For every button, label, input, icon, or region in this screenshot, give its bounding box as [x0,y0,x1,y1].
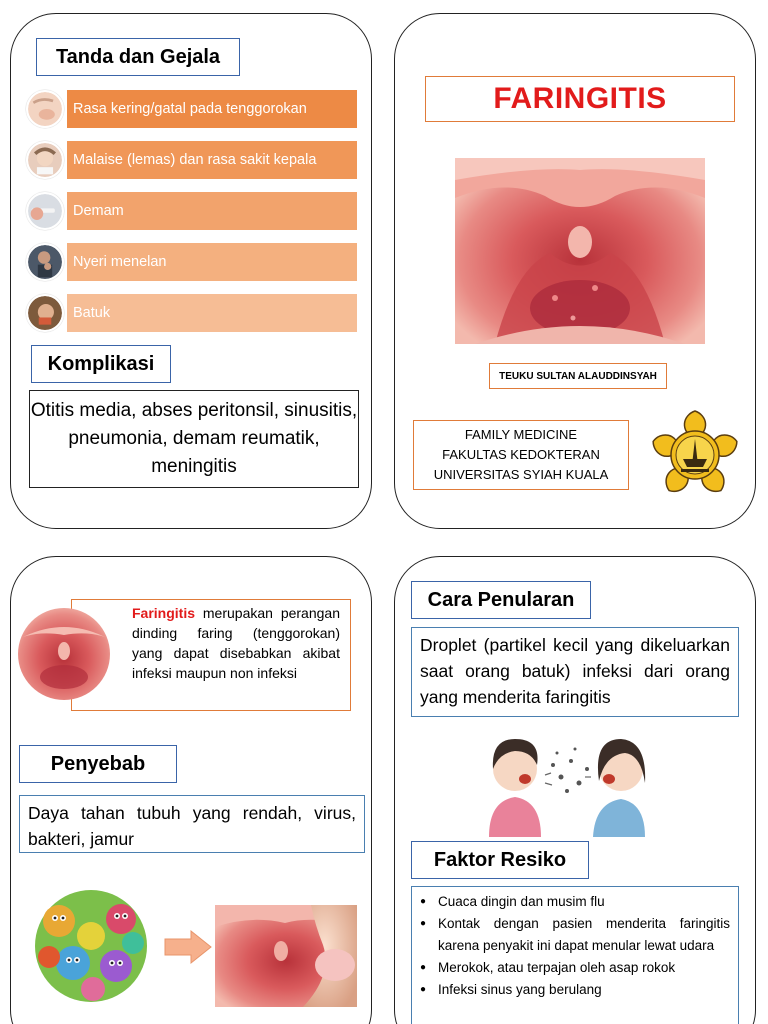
headache-photo-icon [26,141,64,179]
list-item: ● Kontak dengan pasien menderita faringitis karena penyakit ini dapat menular lewat udara [416,913,730,957]
cover-panel [394,13,756,529]
definition-term: Faringitis [132,605,196,621]
symptom-label: Demam [73,203,124,219]
institution-box [413,420,629,490]
symptom-label: Malaise (lemas) dan rasa sakit kepala [73,152,317,168]
definition-text: merupakan perangan dinding faring (tenggorokan) yang dapat disebabkan akibat infeksi maupun non infeksi [132,605,340,681]
symptom-label: Batuk [73,305,111,321]
cough-photo-icon [26,294,64,332]
symptoms-panel [10,13,372,529]
risk-list [416,891,730,1001]
dry-throat-photo-icon [26,90,64,128]
transmission-text: Droplet (partikel kecil yang dikeluarkan saat orang batuk) infeksi dari orang yang menderita faringitis [411,627,739,717]
sore-throat-photo-icon [26,243,64,281]
institution-line: FAMILY MEDICINE [464,427,578,442]
list-item: ● Cuaca dingin dan musim flu [416,891,730,913]
complication-heading: Komplikasi [31,345,171,383]
list-item: ● Merokok, atau terpajan oleh asap rokok [416,957,730,979]
symptoms-heading: Tanda dan Gejala [36,38,240,76]
germs-illustration [21,881,161,1011]
symptom-item [67,294,357,332]
throat-circle-photo [17,607,111,701]
transmission-heading: Cara Penularan [411,581,591,619]
sore-throat-photo [215,905,357,1007]
author-name: TEUKU SULTAN ALAUDDINSYAH [489,363,667,389]
thermometer-photo-icon [26,192,64,230]
institution-line: UNIVERSITAS SYIAH KUALA [433,467,609,482]
complication-text: Otitis media, abses peritonsil, sinusitis, pneumonia, demam reumatik, meningitis [29,390,359,488]
page-title: FARINGITIS [425,76,735,122]
list-item: ● Infeksi sinus yang berulang [416,979,730,1001]
definition-panel [10,556,372,1024]
definition-box [71,599,351,711]
risk-heading: Faktor Resiko [411,841,589,879]
arrow-right-icon [163,929,213,965]
symptom-label: Rasa kering/gatal pada tenggorokan [73,101,307,117]
symptom-item [67,90,357,128]
university-logo [647,407,743,503]
symptom-item [67,243,357,281]
cause-heading: Penyebab [19,745,177,783]
cause-text: Daya tahan tubuh yang rendah, virus, bakteri, jamur [19,795,365,853]
transmission-panel [394,556,756,1024]
risk-box [411,886,739,1024]
institution-line: FAKULTAS KEDOKTERAN [442,447,600,462]
throat-photo [455,158,705,344]
symptom-label: Nyeri menelan [73,254,167,270]
symptom-item [67,192,357,230]
symptom-item [67,141,357,179]
coughing-people-illustration [475,725,675,837]
